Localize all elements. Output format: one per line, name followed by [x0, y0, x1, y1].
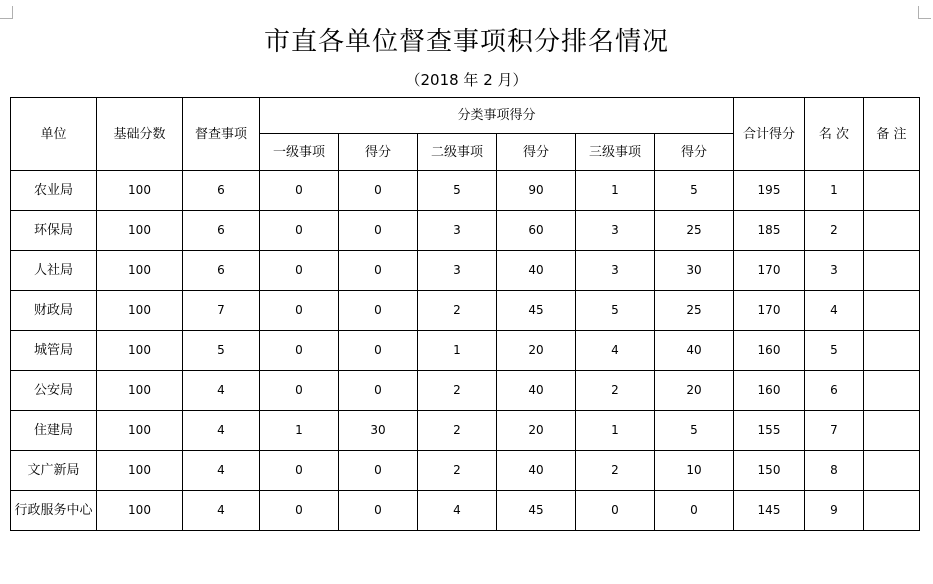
document-subtitle: （2018 年 2 月） [405, 71, 528, 89]
cell-level1-items: 0 [260, 211, 339, 251]
table-row [11, 211, 920, 251]
cell-rank: 2 [805, 211, 864, 251]
header-row [11, 98, 920, 134]
cell-total: 160 [734, 331, 805, 371]
table-row [11, 371, 920, 411]
header-level2-score: 得分 [497, 134, 576, 171]
cell-level3-items: 1 [576, 171, 655, 211]
cell-level3-score: 25 [655, 291, 734, 331]
cell-level1-score: 0 [339, 251, 418, 291]
cell-remark [864, 331, 920, 371]
cell-level3-score: 20 [655, 371, 734, 411]
cell-level1-score: 0 [339, 331, 418, 371]
cell-unit: 公安局 [11, 371, 97, 411]
cell-rank: 4 [805, 291, 864, 331]
table-row [11, 451, 920, 491]
cell-level2-score: 45 [497, 491, 576, 531]
cell-level2-items: 1 [418, 331, 497, 371]
cell-unit: 城管局 [11, 331, 97, 371]
cell-remark [864, 211, 920, 251]
header-level3-items: 三级事项 [576, 134, 655, 171]
cell-level2-score: 45 [497, 291, 576, 331]
cell-total: 155 [734, 411, 805, 451]
cell-remark [864, 411, 920, 451]
cell-base-score: 100 [97, 331, 183, 371]
cell-total: 170 [734, 251, 805, 291]
cell-rank: 3 [805, 251, 864, 291]
cell-inspection-items: 5 [183, 331, 260, 371]
cell-level3-score: 5 [655, 411, 734, 451]
cell-level2-items: 3 [418, 211, 497, 251]
document-title: 市直各单位督查事项积分排名情况 [263, 27, 669, 57]
cell-level3-items: 2 [576, 371, 655, 411]
header-level1-score: 得分 [339, 134, 418, 171]
cell-level1-score: 0 [339, 371, 418, 411]
cell-remark [864, 491, 920, 531]
cell-level1-items: 0 [260, 291, 339, 331]
cell-base-score: 100 [97, 251, 183, 291]
cell-base-score: 100 [97, 411, 183, 451]
cell-total: 170 [734, 291, 805, 331]
cell-level2-items: 2 [418, 291, 497, 331]
cell-level3-score: 10 [655, 451, 734, 491]
table-row [11, 411, 920, 451]
cell-level2-score: 20 [497, 331, 576, 371]
cell-level2-items: 2 [418, 451, 497, 491]
table-row [11, 171, 920, 211]
cell-level1-items: 0 [260, 371, 339, 411]
cell-level1-score: 0 [339, 291, 418, 331]
cell-inspection-items: 4 [183, 411, 260, 451]
cell-level1-items: 0 [260, 171, 339, 211]
cell-level1-score: 0 [339, 211, 418, 251]
header-level2-items: 二级事项 [418, 134, 497, 171]
cell-inspection-items: 4 [183, 491, 260, 531]
cell-level3-score: 5 [655, 171, 734, 211]
cell-level2-score: 40 [497, 371, 576, 411]
header-unit: 单位 [11, 98, 97, 171]
cell-remark [864, 291, 920, 331]
cell-level3-score: 25 [655, 211, 734, 251]
cell-total: 195 [734, 171, 805, 211]
header-total: 合计得分 [734, 98, 805, 171]
cell-level1-items: 1 [260, 411, 339, 451]
cell-base-score: 100 [97, 451, 183, 491]
cell-unit: 财政局 [11, 291, 97, 331]
cell-level1-items: 0 [260, 331, 339, 371]
header-level1-items: 一级事项 [260, 134, 339, 171]
cell-inspection-items: 7 [183, 291, 260, 331]
cell-inspection-items: 4 [183, 451, 260, 491]
cell-level3-items: 5 [576, 291, 655, 331]
cell-level2-items: 4 [418, 491, 497, 531]
cell-inspection-items: 6 [183, 251, 260, 291]
cell-level2-items: 2 [418, 411, 497, 451]
header-category-group: 分类事项得分 [260, 98, 734, 134]
cell-level1-items: 0 [260, 451, 339, 491]
table-row [11, 291, 920, 331]
cell-level3-items: 2 [576, 451, 655, 491]
cell-base-score: 100 [97, 171, 183, 211]
cell-base-score: 100 [97, 371, 183, 411]
cell-rank: 5 [805, 331, 864, 371]
table-row [11, 491, 920, 531]
cell-unit: 行政服务中心 [11, 491, 97, 531]
header-base-score: 基础分数 [97, 98, 183, 171]
cell-level3-score: 30 [655, 251, 734, 291]
cell-rank: 9 [805, 491, 864, 531]
cell-level1-score: 30 [339, 411, 418, 451]
cell-unit: 农业局 [11, 171, 97, 211]
header-rank: 名 次 [805, 98, 864, 171]
cell-level2-score: 20 [497, 411, 576, 451]
table-row [11, 331, 920, 371]
cell-level1-items: 0 [260, 251, 339, 291]
cell-total: 185 [734, 211, 805, 251]
cell-rank: 8 [805, 451, 864, 491]
cell-inspection-items: 6 [183, 171, 260, 211]
cell-level3-items: 3 [576, 251, 655, 291]
page-corner-mark [918, 6, 931, 19]
header-inspection-items: 督查事项 [183, 98, 260, 171]
cell-level3-items: 4 [576, 331, 655, 371]
cell-remark [864, 451, 920, 491]
cell-level3-score: 40 [655, 331, 734, 371]
cell-level3-items: 0 [576, 491, 655, 531]
cell-rank: 7 [805, 411, 864, 451]
cell-level2-score: 90 [497, 171, 576, 211]
cell-level3-score: 0 [655, 491, 734, 531]
cell-remark [864, 171, 920, 211]
cell-level1-score: 0 [339, 451, 418, 491]
cell-rank: 6 [805, 371, 864, 411]
cell-total: 150 [734, 451, 805, 491]
cell-level2-score: 60 [497, 211, 576, 251]
header-remarks: 备 注 [864, 98, 920, 171]
cell-unit: 环保局 [11, 211, 97, 251]
cell-level2-items: 3 [418, 251, 497, 291]
cell-base-score: 100 [97, 291, 183, 331]
cell-level2-score: 40 [497, 451, 576, 491]
cell-level2-score: 40 [497, 251, 576, 291]
cell-level3-items: 3 [576, 211, 655, 251]
cell-remark [864, 251, 920, 291]
cell-remark [864, 371, 920, 411]
cell-level3-items: 1 [576, 411, 655, 451]
cell-base-score: 100 [97, 491, 183, 531]
cell-unit: 文广新局 [11, 451, 97, 491]
cell-unit: 住建局 [11, 411, 97, 451]
cell-rank: 1 [805, 171, 864, 211]
cell-level1-score: 0 [339, 491, 418, 531]
cell-inspection-items: 6 [183, 211, 260, 251]
table-row [11, 251, 920, 291]
ranking-table [10, 97, 920, 531]
cell-total: 160 [734, 371, 805, 411]
cell-level1-items: 0 [260, 491, 339, 531]
cell-total: 145 [734, 491, 805, 531]
cell-base-score: 100 [97, 211, 183, 251]
header-level3-score: 得分 [655, 134, 734, 171]
page-corner-mark [0, 6, 13, 19]
cell-inspection-items: 4 [183, 371, 260, 411]
cell-level2-items: 2 [418, 371, 497, 411]
cell-unit: 人社局 [11, 251, 97, 291]
cell-level2-items: 5 [418, 171, 497, 211]
cell-level1-score: 0 [339, 171, 418, 211]
